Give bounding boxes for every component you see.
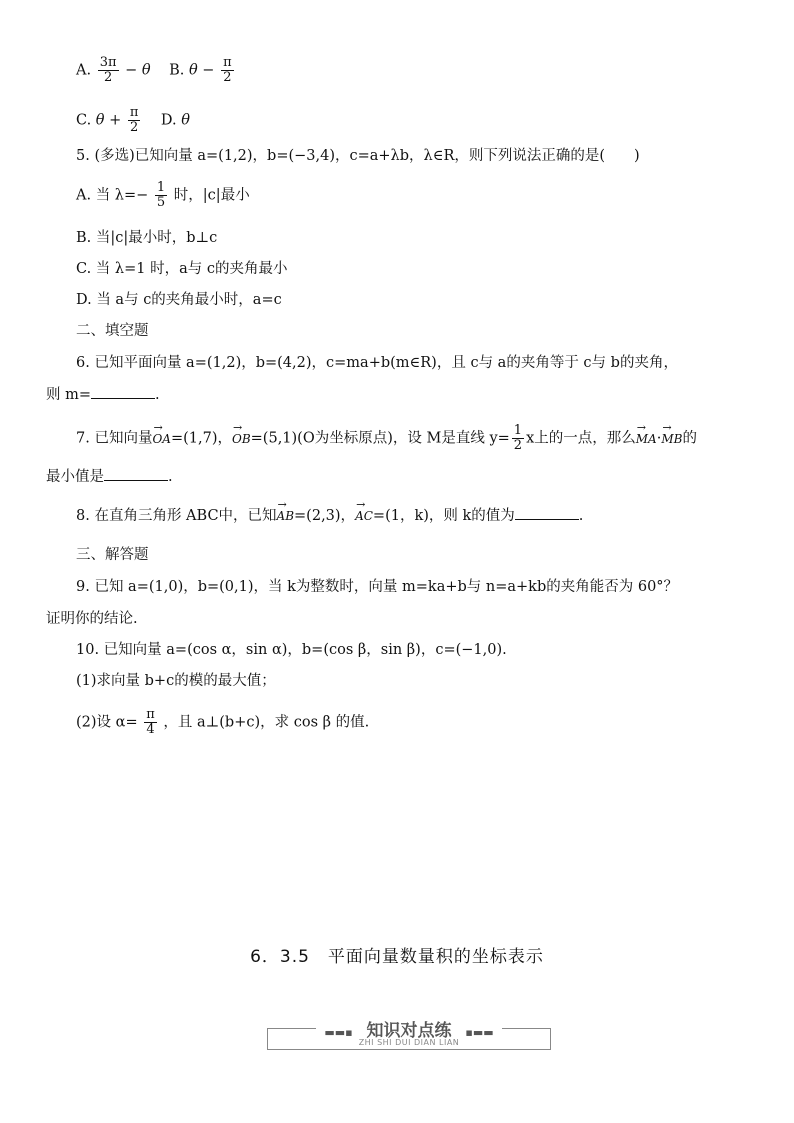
fraction: $\frac{\pi}{2}$ <box>129 105 139 135</box>
q5-option-c: C. 当 λ=1 时，a与 c的夹角最小 <box>76 261 288 277</box>
q5-option-a: A. 当 λ=− $\frac{1}{5}$ 时，|c|最小 <box>76 180 250 210</box>
vector-ob: → OB <box>232 429 251 449</box>
q5-stem: 5. (多选)已知向量 a=(1,2)，b=(−3,4)，c=a+λb，λ∈R，则下列说法正确的是( ) <box>76 148 640 164</box>
option-label: B. <box>169 62 185 79</box>
option-text: θ <box>181 112 190 129</box>
fraction: $\frac{\pi}{4}$ <box>146 707 155 737</box>
vector-ma: → MA <box>636 429 657 449</box>
option-label: D. <box>160 112 177 129</box>
q8-line: 8. 在直角三角形 ABC中，已知→ AB=(2,3)，→ AC=(1，k)，则 k的值为 . <box>76 506 583 526</box>
q4-options-cd <box>76 106 190 135</box>
vector-mb: → MB <box>661 429 682 449</box>
option-label: C. <box>76 112 92 129</box>
q5-option-b: B. 当|c|最小时，b⊥c <box>76 230 218 246</box>
fraction: $\frac{1}{5}$ <box>156 180 166 210</box>
q7-line2: 最小值是 . <box>46 469 173 485</box>
option-label: A. <box>76 62 92 79</box>
q10-part1: (1)求向量 b+c的模的最大值； <box>76 673 276 689</box>
section-heading-solve: 三、解答题 <box>76 547 149 563</box>
fraction: $\frac{3\pi}{2}$ <box>99 55 117 85</box>
section-title: 6．3.5 平面向量数量积的坐标表示 <box>250 947 544 967</box>
answer-blank <box>91 386 155 399</box>
option-text: − θ <box>125 62 151 79</box>
option-text: θ − <box>188 62 215 79</box>
answer-blank <box>515 507 579 520</box>
q5-option-d: D. 当 a与 c的夹角最小时，a=c <box>76 292 282 308</box>
vector-oa: → OA <box>152 429 171 449</box>
vector-ab: → AB <box>277 506 294 526</box>
section-heading-fill: 二、填空题 <box>76 323 149 339</box>
q6-line2: 则 m= . <box>46 387 160 403</box>
q4-options-ab <box>76 56 236 85</box>
q10-part2: (2)设 α= $\frac{\pi}{4}$ ，且 a⊥(b+c)，求 cos β 的值. <box>76 707 370 737</box>
answer-blank <box>104 468 168 481</box>
q9-line1: 9. 已知 a=(1,0)，b=(0,1)，当 k为整数时，向量 m=ka+b与 n=a+kb的夹角能否为 60°？ <box>76 579 679 595</box>
vector-ac: → AC <box>355 506 373 526</box>
fraction: $\frac{\pi}{2}$ <box>223 55 232 85</box>
fraction: $\frac{1}{2}$ <box>513 423 523 453</box>
q6-line1: 6. 已知平面向量 a=(1,2)，b=(4,2)，c=ma+b(m∈R)，且 c与 a的夹角等于 c与 b的夹角， <box>76 355 678 371</box>
option-text: θ + <box>95 112 122 129</box>
q7-line1: 7. 已知向量→ OA=(1,7)，→ OB=(5,1)(O为坐标原点)，设 M是直线 y= $\frac{1}{2}$ x上的一点，那么→ MA·→ MB的 <box>76 424 697 453</box>
knowledge-practice-banner <box>267 1016 551 1050</box>
q10-line1: 10. 已知向量 a=(cos α，sin α)，b=(cos β，sin β)，c=(−1,0). <box>76 642 507 658</box>
banner-pinyin: ZHI SHI DUI DIAN LIAN <box>358 1038 460 1047</box>
q9-line2: 证明你的结论. <box>46 611 138 627</box>
banner-title: ▬▬▪ 知识对点练 ▪▬▬ <box>267 1016 551 1041</box>
